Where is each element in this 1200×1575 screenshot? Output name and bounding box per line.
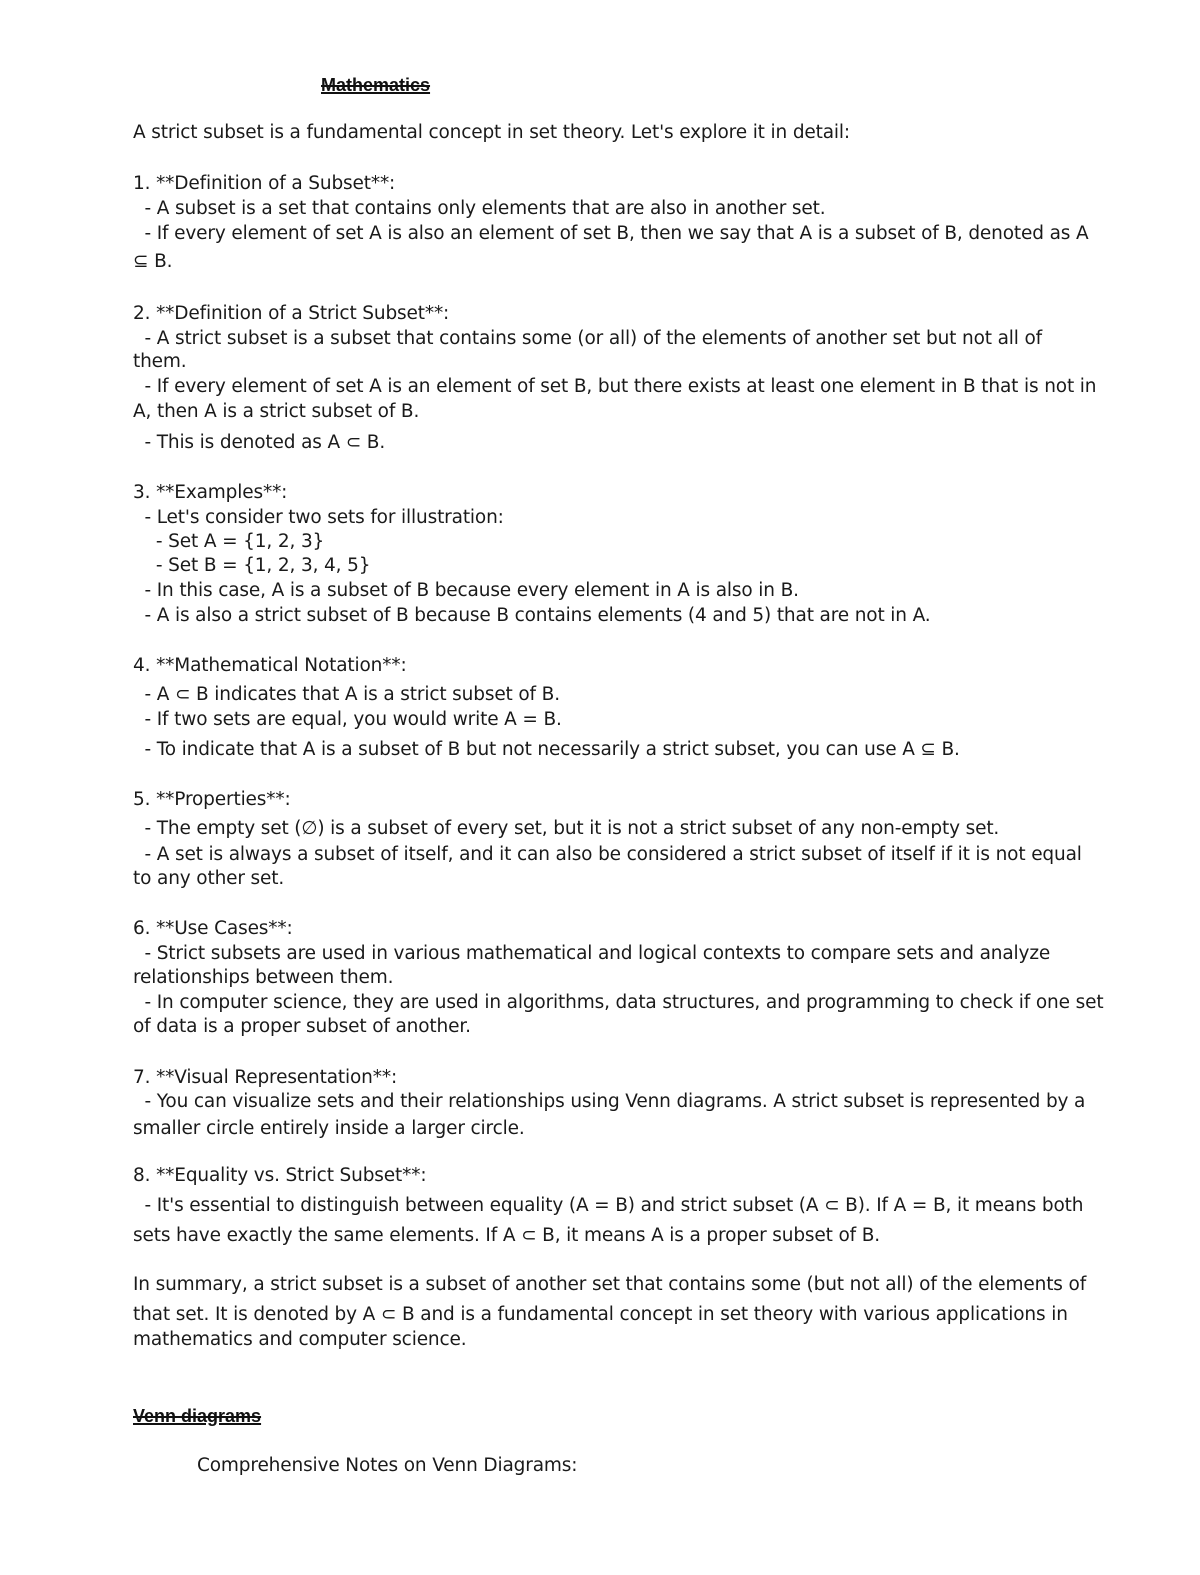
section-5-line-2: - A set is always a subset of itself, and it can also be considered a strict subset of itself if it is not equal bbox=[133, 844, 1082, 865]
section-1-line-1: - A subset is a set that contains only elements that are also in another set. bbox=[133, 198, 826, 219]
section-8-line-2: sets have exactly the same elements. If A ⊂ B, it means A is a proper subset of B. bbox=[133, 1225, 880, 1246]
section-3-line-1: - Let's consider two sets for illustration: bbox=[133, 507, 504, 528]
section-4-line-3: - To indicate that A is a subset of B but not necessarily a strict subset, you can use A ⊆ B. bbox=[133, 739, 960, 760]
section-2-line-1: - A strict subset is a subset that contains some (or all) of the elements of another set but not all of bbox=[133, 328, 1043, 349]
section-1-line-3: ⊆ B. bbox=[133, 251, 173, 272]
section-4-line-2: - If two sets are equal, you would write A = B. bbox=[133, 709, 562, 730]
section-8-heading: 8. **Equality vs. Strict Subset**: bbox=[133, 1165, 427, 1186]
page-title: Mathematics bbox=[321, 75, 431, 95]
summary-line-1: In summary, a strict subset is a subset of another set that contains some (but not all) of the elements of bbox=[133, 1274, 1087, 1295]
section-1-line-2: - If every element of set A is also an element of set B, then we say that A is a subset of B, denoted as A bbox=[133, 223, 1089, 244]
section-1-heading: 1. **Definition of a Subset**: bbox=[133, 173, 396, 194]
venn-intro: Comprehensive Notes on Venn Diagrams: bbox=[197, 1455, 578, 1476]
section-3-heading: 3. **Examples**: bbox=[133, 482, 288, 503]
summary-line-2: that set. It is denoted by A ⊂ B and is a fundamental concept in set theory with various applications in bbox=[133, 1304, 1068, 1325]
section-7-heading: 7. **Visual Representation**: bbox=[133, 1067, 398, 1088]
section-3-line-3: - Set B = {1, 2, 3, 4, 5} bbox=[133, 555, 371, 576]
section-3-line-4: - In this case, A is a subset of B because every element in A is also in B. bbox=[133, 580, 799, 601]
section-6-heading: 6. **Use Cases**: bbox=[133, 918, 293, 939]
venn-heading: Venn diagrams bbox=[133, 1406, 262, 1426]
section-5-heading: 5. **Properties**: bbox=[133, 789, 291, 810]
section-7-line-1: - You can visualize sets and their relationships using Venn diagrams. A strict subset is represented by a bbox=[133, 1091, 1086, 1112]
section-2-line-5: - This is denoted as A ⊂ B. bbox=[133, 432, 386, 453]
section-5-line-3: to any other set. bbox=[133, 868, 285, 889]
section-6-line-2: relationships between them. bbox=[133, 967, 394, 988]
section-5-line-1: - The empty set (∅) is a subset of every set, but it is not a strict subset of any non-empty set. bbox=[133, 818, 1000, 839]
section-3-line-5: - A is also a strict subset of B because B contains elements (4 and 5) that are not in A. bbox=[133, 605, 931, 626]
section-8-line-1: - It's essential to distinguish between equality (A = B) and strict subset (A ⊂ B). If A = B, it means both bbox=[133, 1195, 1084, 1216]
section-6-line-4: of data is a proper subset of another. bbox=[133, 1016, 471, 1037]
section-2-line-3: - If every element of set A is an element of set B, but there exists at least one element in B that is not in bbox=[133, 376, 1097, 397]
section-2-heading: 2. **Definition of a Strict Subset**: bbox=[133, 303, 450, 324]
section-7-line-2: smaller circle entirely inside a larger circle. bbox=[133, 1118, 525, 1139]
section-2-line-2: them. bbox=[133, 351, 187, 372]
intro-paragraph: A strict subset is a fundamental concept in set theory. Let's explore it in detail: bbox=[133, 122, 850, 143]
summary-line-3: mathematics and computer science. bbox=[133, 1329, 467, 1350]
section-4-heading: 4. **Mathematical Notation**: bbox=[133, 655, 407, 676]
section-3-line-2: - Set A = {1, 2, 3} bbox=[133, 531, 325, 552]
section-6-line-3: - In computer science, they are used in algorithms, data structures, and programming to check if one set bbox=[133, 992, 1104, 1013]
section-4-line-1: - A ⊂ B indicates that A is a strict subset of B. bbox=[133, 684, 560, 705]
section-2-line-4: A, then A is a strict subset of B. bbox=[133, 401, 420, 422]
section-6-line-1: - Strict subsets are used in various mathematical and logical contexts to compare sets and analyze bbox=[133, 943, 1051, 964]
